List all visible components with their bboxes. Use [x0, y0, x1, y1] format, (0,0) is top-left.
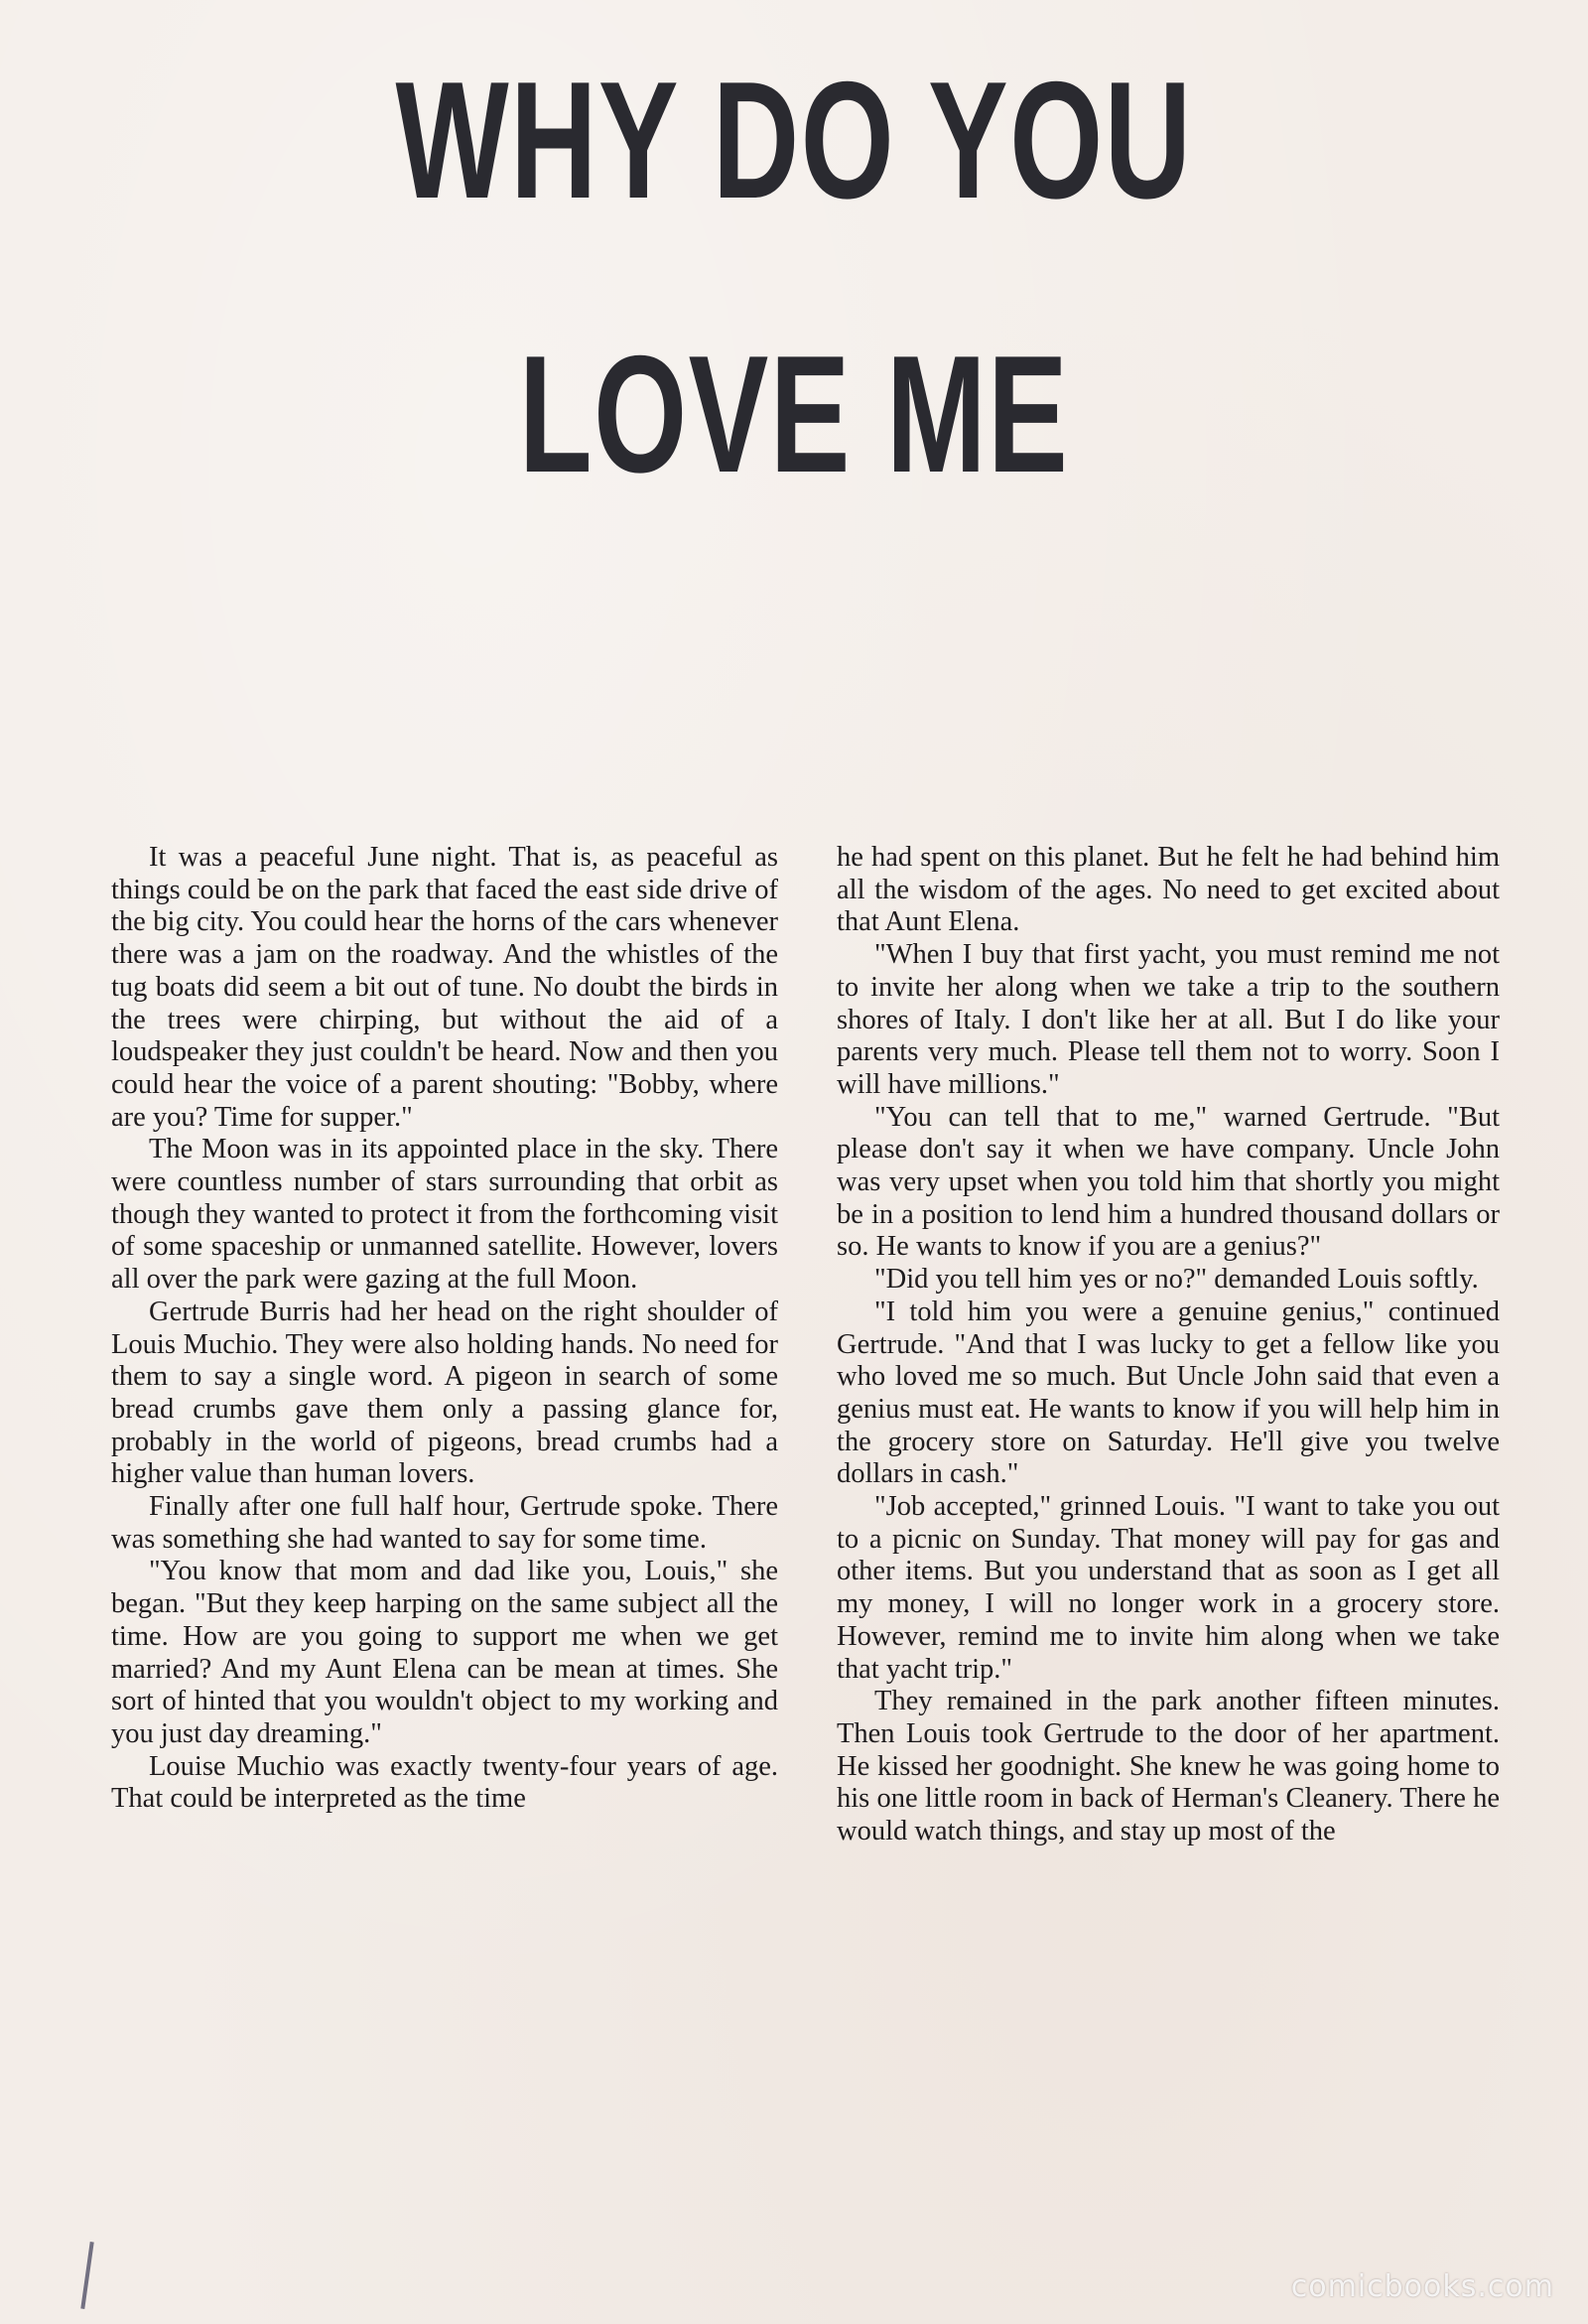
pen-mark: [80, 2242, 93, 2309]
left-column: [111, 842, 778, 1816]
paragraph: "I told him you were a genuine genius," continued Gertrude. "And that I was lucky to get a fellow like you who loved me so much. But Uncle John said that even a genius must eat. He wants to know if you will help him in the grocery store on Saturday. He'll give you twelve dollars in cash.": [837, 1296, 1500, 1490]
paragraph: "You know that mom and dad like you, Louis," she began. "But they keep harping on the same subject all the time. How are you going to support me when we get married? And my Aunt Elena can be mean at times. She sort of hinted that you wouldn't object to my working and you just day dreaming.": [111, 1556, 778, 1749]
watermark: comicbooks.com: [1290, 2269, 1554, 2304]
right-column: [837, 842, 1500, 1848]
paragraph: The Moon was in its appointed place in the sky. There were countless number of stars surrounding that orbit as though they wanted to protect it from the forthcoming visit of some spaceship or unmanned satellite. However, lovers all over the park were gazing at the full Moon.: [111, 1134, 778, 1296]
paragraph: "Job accepted," grinned Louis. "I want to take you out to a picnic on Sunday. That money will pay for gas and other items. But you understand that as soon as I get all my money, I will no longer work in a grocery store. However, remind me to invite him along when we take that yacht trip.": [837, 1491, 1500, 1685]
paragraph: Louise Muchio was exactly twenty-four years of age. That could be interpreted as the time: [111, 1750, 778, 1815]
paragraph: They remained in the park another fifteen minutes. Then Louis took Gertrude to the door of her apartment. He kissed her goodnight. She knew he was going home to his one little room in back of Herman's Cleanery. There he would watch things, and stay up most of the: [837, 1686, 1500, 1847]
paragraph-continuation: he had spent on this planet. But he felt he had behind him all the wisdom of the ages. No need to get excited about that Aunt Elena.: [837, 842, 1500, 938]
title-line-1: WHY DO YOU: [395, 47, 1193, 233]
paragraph: Gertrude Burris had her head on the right shoulder of Louis Muchio. They were also holding hands. No need for them to say a single word. A pigeon in search of some bread crumbs gave them only a passing glance for, probably in the world of pigeons, bread crumbs had a higher value than human lovers.: [111, 1296, 778, 1490]
paragraph: "When I buy that first yacht, you must remind me not to invite her along when we take a trip to the southern shores of Italy. I don't like her at all. But I do like your parents very much. Please tell them not to worry. Soon I will have millions.": [837, 939, 1500, 1100]
paragraph: Finally after one full half hour, Gertrude spoke. There was something she had wanted to say for some time.: [111, 1491, 778, 1555]
paragraph: "Did you tell him yes or no?" demanded Louis softly.: [874, 1264, 1479, 1296]
paragraph: "You can tell that to me," warned Gertrude. "But please don't say it when we have company. Uncle John was very upset when you told him that shortly you might be in a position to lend him a hundred thousand dollars or so. He wants to know if you are a genius?": [837, 1101, 1500, 1263]
paragraph: It was a peaceful June night. That is, as peaceful as things could be on the park that faced the east side drive of the big city. You could hear the horns of the cars whenever there was a jam on the roadway. And the whistles of the tug boats did seem a bit out of tune. No doubt the birds in the trees were chirping, but without the aid of a loudspeaker they just couldn't be heard. Now and then you could hear the voice of a parent shouting: "Bobby, where are you? Time for supper.": [111, 842, 778, 1133]
title-line-2: LOVE ME: [518, 321, 1070, 507]
